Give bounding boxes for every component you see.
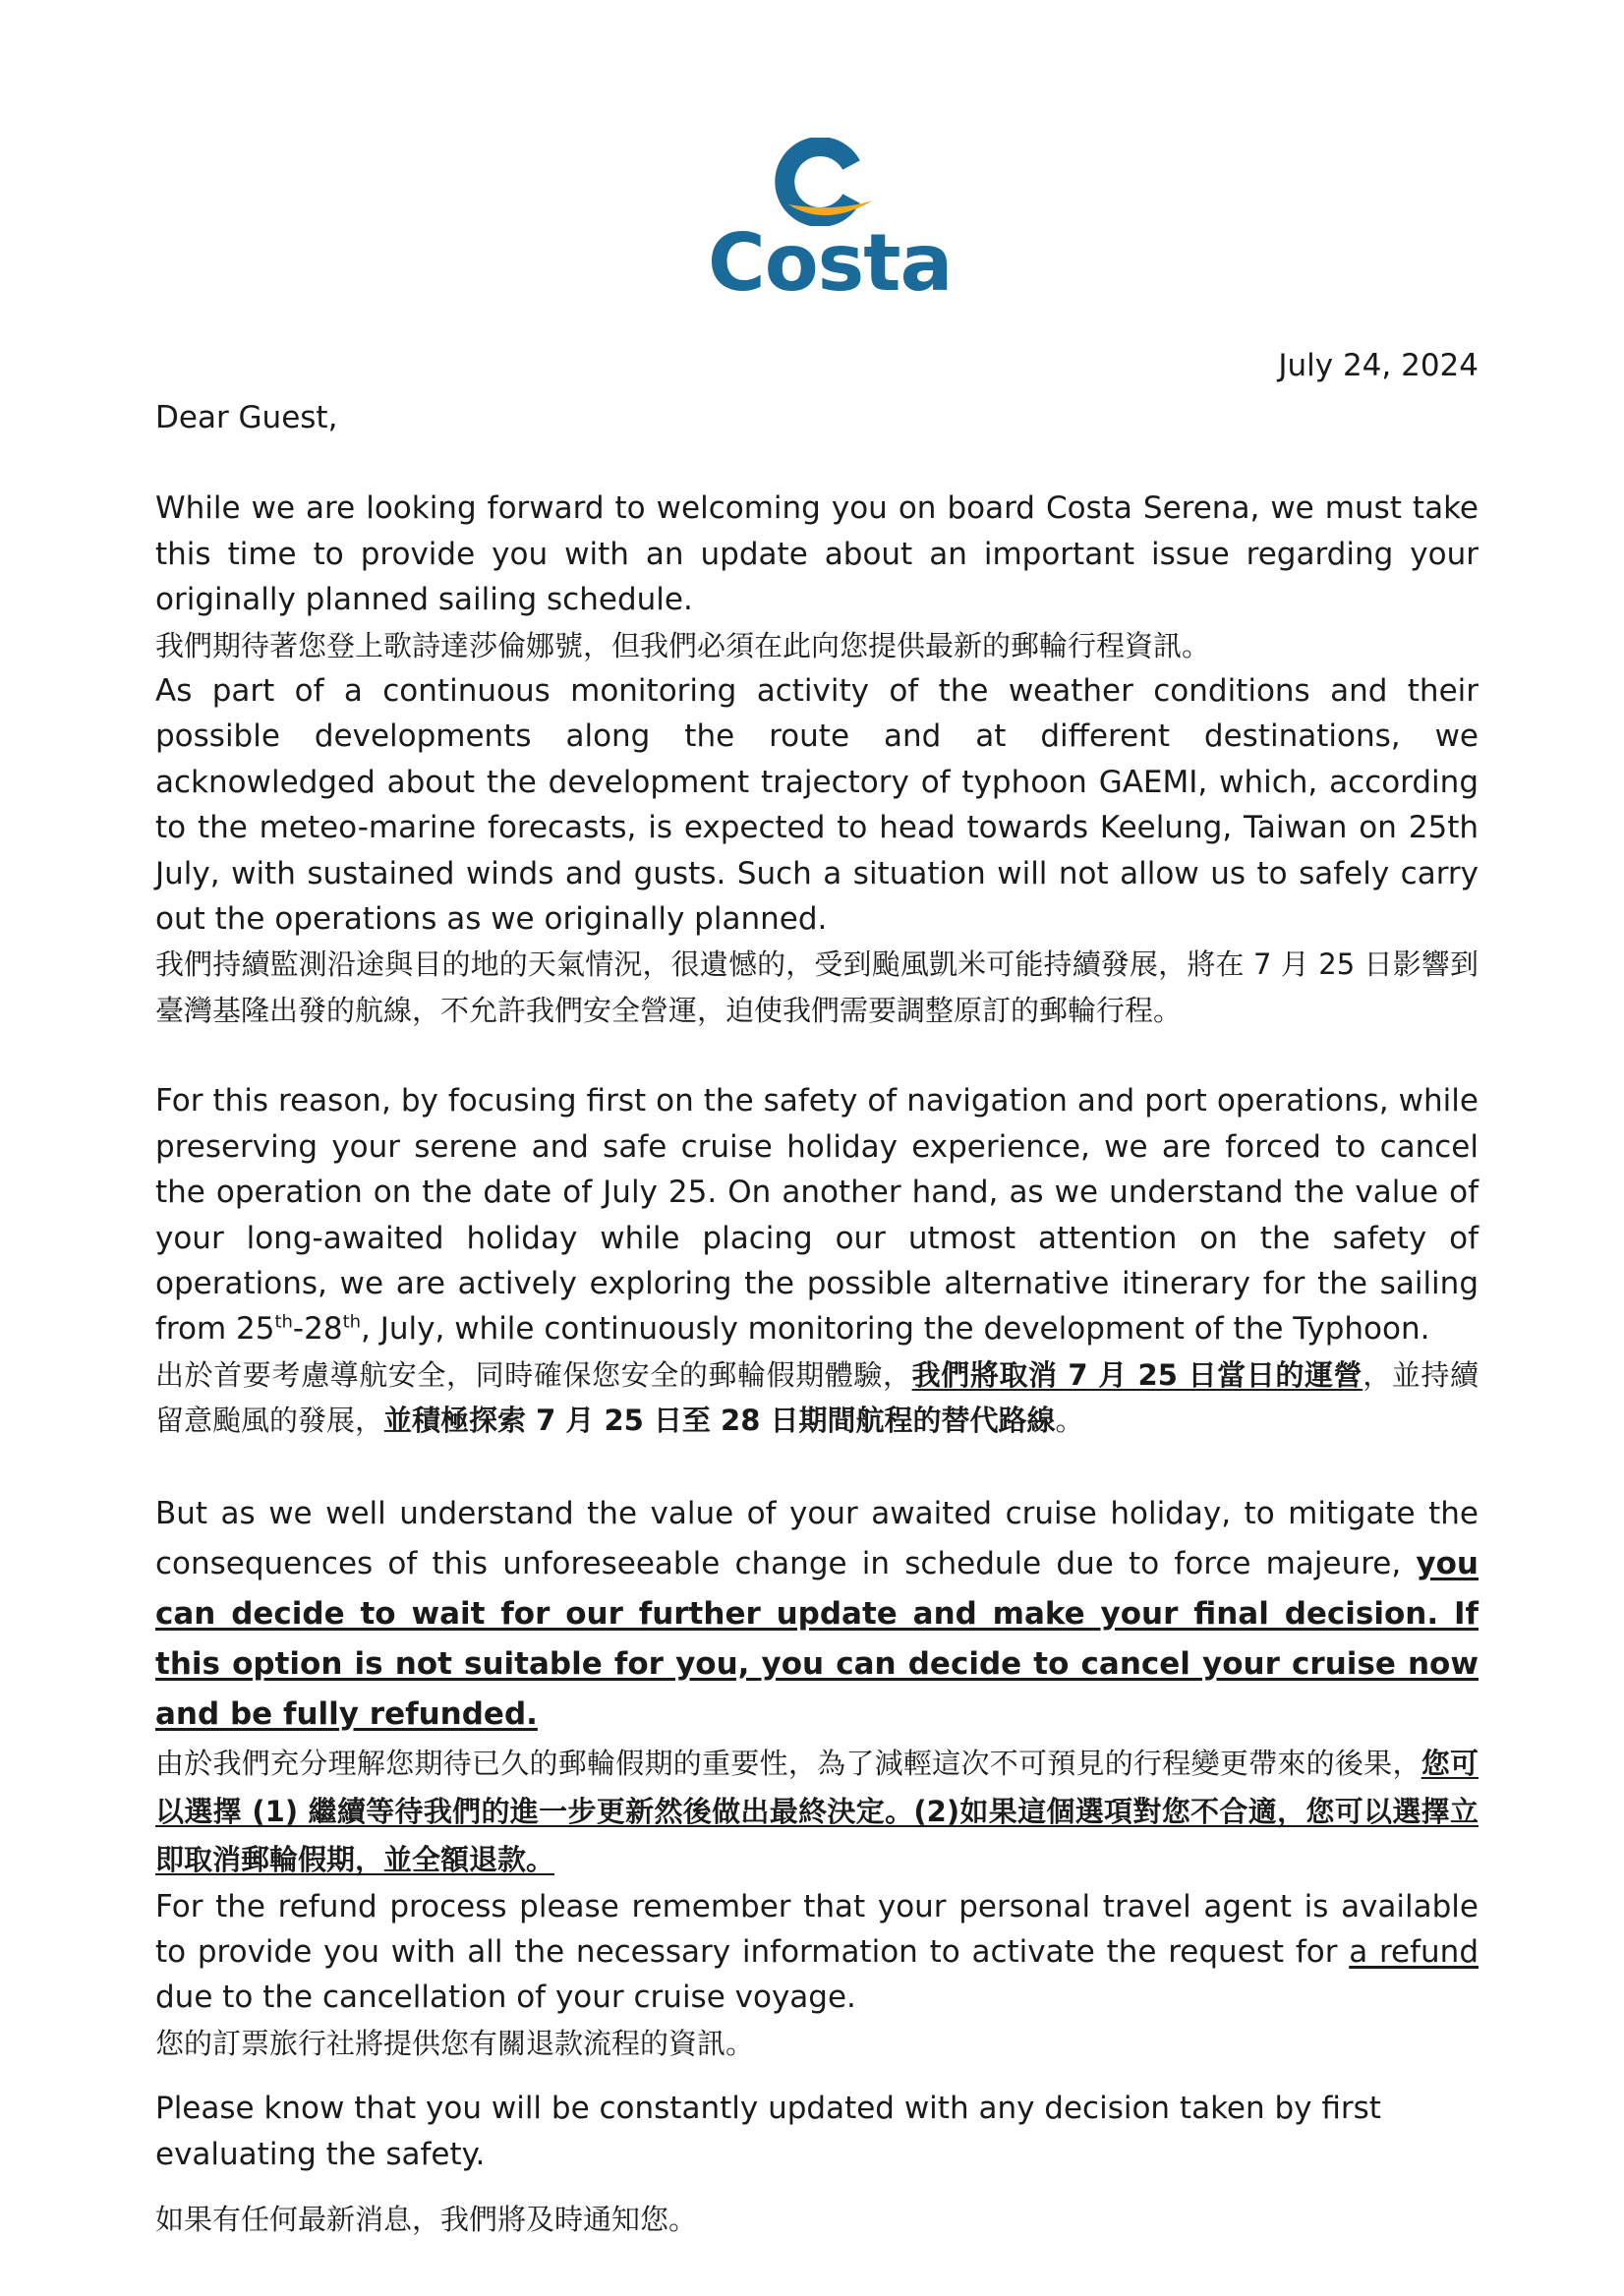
paragraph-cancellation-zh	[155, 1352, 1479, 1444]
paragraph-updates-zh: 如果有任何最新消息，我們將及時通知您。	[155, 2202, 698, 2236]
paragraph-intro-zh: 我們期待著您登上歌詩達莎倫娜號，但我們必須在此向您提供最新的郵輪行程資訊。	[155, 628, 1211, 662]
paragraph-refund-en	[155, 1884, 1479, 2021]
costa-logo	[708, 138, 953, 309]
cancellation-text-b: -28	[292, 1311, 343, 1348]
refund-text-a: For the refund process please remember that your personal travel agent is available to provide you with all the necessary information to activate the request for	[155, 1888, 1479, 1970]
paragraph-typhoon-zh: 我們持續監測沿途與目的地的天氣情況，很遺憾的，受到颱風凱米可能持續發展，將在 7 月 25 日影響到臺灣基隆出發的航線，不允許我們安全營運，迫使我們需要調整原訂的郵輪行程。	[155, 947, 1479, 1027]
paragraph-cancellation-en	[155, 1078, 1479, 1351]
cancellation-text-c: , July, while continuously monitoring the development of the Typhoon.	[361, 1311, 1430, 1348]
costa-logo-wordmark: Costa	[708, 217, 953, 309]
options-zh-emphasis: 您可以選擇 (1) 繼續等待我們的進一步更新然後做出最終決定。(2)如果這個選項對您不合適，您可以選擇立即取消郵輪假期，並全額退款。	[155, 1746, 1479, 1876]
costa-c-mark-icon	[708, 138, 924, 226]
alternative-itinerary-zh: 並積極探索 7 月 25 日至 28 日期間航程的替代路線	[383, 1404, 1056, 1438]
ordinal-suffix: th	[342, 1311, 362, 1333]
cancellation-text-a: For this reason, by focusing first on the safety of navigation and port operations, while preserving your serene and safe cruise holiday experience, we are forced to cancel the operation on the date of July 25. On another hand, as we understand the value of your long-awaited holiday while placing our utmost attention on the safety of operations, we are actively exploring the possible alternative itinerary for the sailing from 25	[155, 1083, 1479, 1348]
letter-body	[155, 395, 1479, 2242]
paragraph-options-en	[155, 1489, 1479, 1740]
letter-date: July 24, 2024	[1278, 348, 1479, 383]
options-zh-text: 由於我們充分理解您期待已久的郵輪假期的重要性，為了減輕這次不可預見的行程變更帶來的後果，	[155, 1746, 1421, 1780]
cancellation-zh-c: ，並持續留意颱風的發展，	[155, 1357, 1479, 1438]
paragraph-updates-en: Please know that you will be constantly updated with any decision taken by first evaluating the safety.	[155, 2091, 1381, 2172]
paragraph-options-zh	[155, 1740, 1479, 1884]
cancellation-zh-e: 。	[1055, 1404, 1084, 1438]
cancellation-zh-a: 出於首要考慮導航安全，同時確保您安全的郵輪假期體驗，	[155, 1357, 912, 1392]
refund-link[interactable]: a refund	[1349, 1933, 1479, 1970]
ordinal-suffix: th	[274, 1311, 293, 1333]
cancellation-zh-emphasis: 我們將取消 7 月 25 日當日的運營	[911, 1357, 1363, 1392]
paragraph-refund-zh: 您的訂票旅行社將提供您有關退款流程的資訊。	[155, 2026, 755, 2060]
options-text: But as we well understand the value of your awaited cruise holiday, to mitigate the consequences of this unforeseeable change in schedule due to force majeure,	[155, 1495, 1479, 1581]
paragraph-typhoon-en: As part of a continuous monitoring activity of the weather conditions and their possible developments along the route and at different destinations, we acknowledged about the development trajectory of typhoon GAEMI, which, according to the meteo-marine forecasts, is expected to head towards Keelung, Taiwan on 25th July, with sustained winds and gusts. Such a situation will not allow us to safely carry out the operations as we originally planned.	[155, 673, 1479, 938]
refund-text-c: due to the cancellation of your cruise voyage.	[155, 1980, 856, 2016]
options-emphasis: you can decide to wait for our further update and make your final decision. If this option is not suitable for you, you can decide to cancel your cruise now and be fully refunded.	[155, 1545, 1479, 1732]
paragraph-intro-en: While we are looking forward to welcoming you on board Costa Serena, we must take this time to provide you with an update about an important issue regarding your originally planned sailing schedule.	[155, 490, 1479, 618]
salutation: Dear Guest,	[155, 400, 338, 435]
